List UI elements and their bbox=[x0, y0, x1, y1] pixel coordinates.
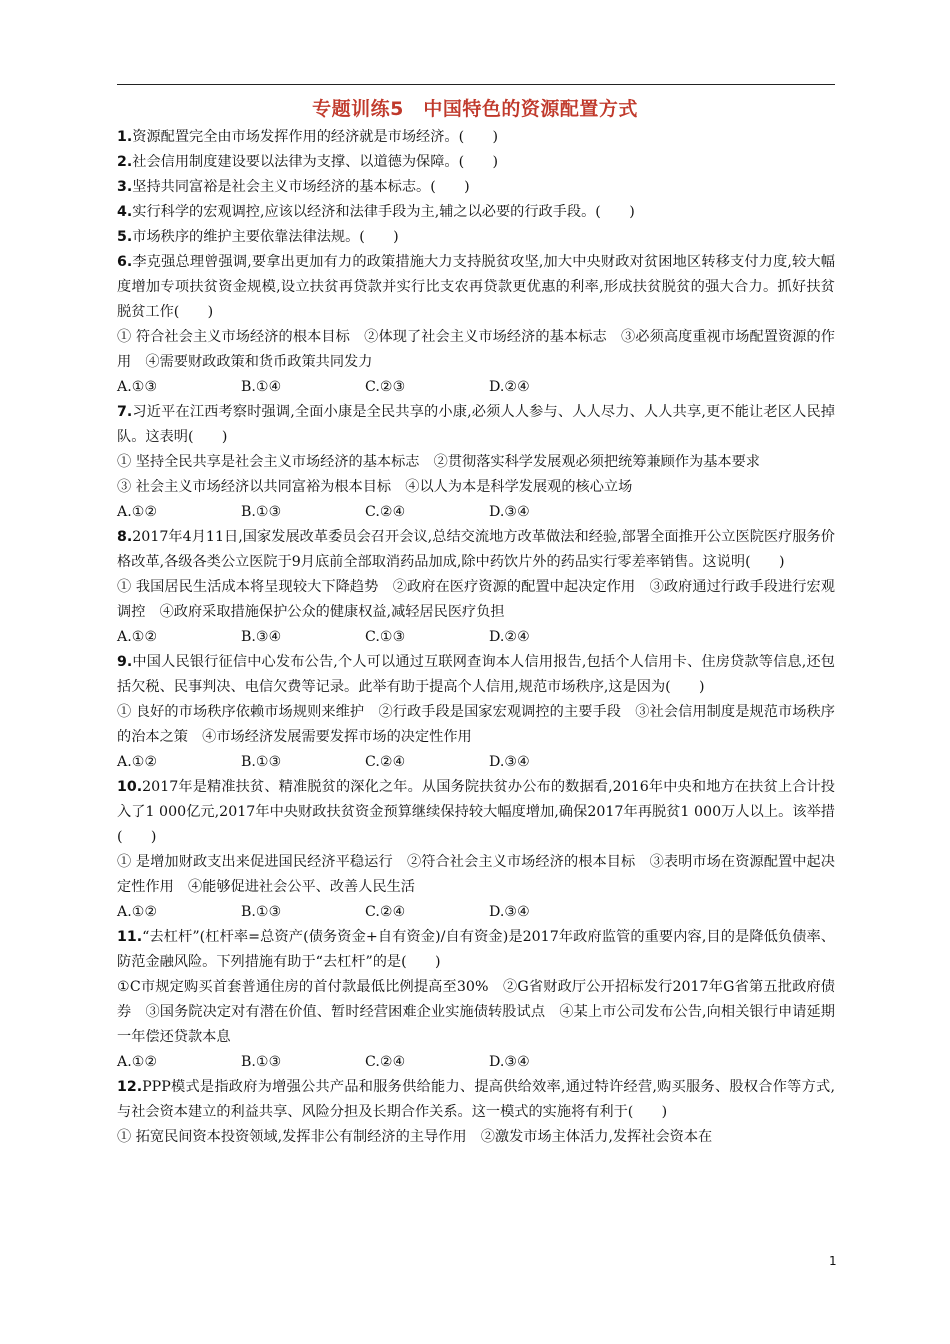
choice-d: D.③④ bbox=[489, 1054, 530, 1070]
choice-b: B.①③ bbox=[241, 754, 282, 770]
choice-d: D.③④ bbox=[489, 904, 530, 920]
choice-b: B.③④ bbox=[241, 629, 282, 645]
question-8: 8.2017年4月11日,国家发展改革委员会召开会议,总结交流地方改革做法和经验,部署全面推开公立医院医疗服务价格改革,各级各类公立医院于9月底前全部取消药品加成,除中药饮片外的药品实行零差率销售。这说明( ) bbox=[117, 529, 835, 570]
choice-b: B.①④ bbox=[241, 379, 282, 395]
document-body bbox=[117, 125, 835, 1150]
question-8-options: ① 我国居民生活成本将呈现较大下降趋势 ②政府在医疗资源的配置中起决定作用 ③政府通过行政手段进行宏观调控 ④政府采取措施保护公众的健康权益,减轻居民医疗负担 bbox=[117, 579, 835, 620]
choice-d: D.②④ bbox=[489, 629, 530, 645]
choice-c: C.②④ bbox=[365, 504, 406, 520]
question-2: 2.社会信用制度建设要以法律为支撑、以道德为保障。( ) bbox=[117, 154, 499, 170]
question-4: 4.实行科学的宏观调控,应该以经济和法律手段为主,辅之以必要的行政手段。( ) bbox=[117, 204, 635, 220]
choice-d: D.②④ bbox=[489, 379, 530, 395]
page-number: 1 bbox=[829, 1254, 837, 1268]
question-10-options: ① 是增加财政支出来促进国民经济平稳运行 ②符合社会主义市场经济的根本目标 ③表明市场在资源配置中起决定性作用 ④能够促进社会公平、改善人民生活 bbox=[117, 854, 835, 895]
choice-c: C.②④ bbox=[365, 754, 406, 770]
choice-a: A.①② bbox=[117, 754, 158, 770]
question-7: 7.习近平在江西考察时强调,全面小康是全民共享的小康,必须人人参与、人人尽力、人人共享,更不能让老区人民掉队。这表明( ) bbox=[117, 404, 835, 445]
question-9-options: ① 良好的市场秩序依赖市场规则来维护 ②行政手段是国家宏观调控的主要手段 ③社会信用制度是规范市场秩序的治本之策 ④市场经济发展需要发挥市场的决定性作用 bbox=[117, 704, 835, 745]
choice-b: B.①③ bbox=[241, 504, 282, 520]
choice-c: C.①③ bbox=[365, 629, 406, 645]
choice-b: B.①③ bbox=[241, 1054, 282, 1070]
question-7-choices bbox=[117, 500, 835, 525]
question-6-options: ① 符合社会主义市场经济的根本目标 ②体现了社会主义市场经济的基本标志 ③必须高度重视市场配置资源的作用 ④需要财政政策和货币政策共同发力 bbox=[117, 329, 835, 370]
choice-c: C.②④ bbox=[365, 1054, 406, 1070]
choice-c: C.②③ bbox=[365, 379, 406, 395]
question-12: 12.PPP模式是指政府为增强公共产品和服务供给能力、提高供给效率,通过特许经营,购买服务、股权合作等方式,与社会资本建立的利益共享、风险分担及长期合作关系。这一模式的实施将有利于( ) bbox=[117, 1079, 835, 1120]
choice-a: A.①② bbox=[117, 1054, 158, 1070]
page-title: 专题训练5 中国特色的资源配置方式 bbox=[312, 98, 638, 120]
question-8-choices bbox=[117, 625, 835, 650]
question-6-choices bbox=[117, 375, 835, 400]
question-7-options-b: ③ 社会主义市场经济以共同富裕为根本目标 ④以人为本是科学发展观的核心立场 bbox=[117, 479, 633, 495]
choice-a: A.①② bbox=[117, 504, 158, 520]
question-1: 1.资源配置完全由市场发挥作用的经济就是市场经济。( ) bbox=[117, 129, 499, 145]
choice-d: D.③④ bbox=[489, 504, 530, 520]
question-5: 5.市场秩序的维护主要依靠法律法规。( ) bbox=[117, 229, 399, 245]
choice-a: A.①③ bbox=[117, 379, 158, 395]
question-11: 11.“去杠杆”(杠杆率=总资产(债务资金+自有资金)/自有资金)是2017年政府监管的重要内容,目的是降低负债率、防范金融风险。下列措施有助于“去杠杆”的是( ) bbox=[117, 929, 835, 970]
header-rule bbox=[117, 84, 835, 85]
question-9: 9.中国人民银行征信中心发布公告,个人可以通过互联网查询本人信用报告,包括个人信用卡、住房贷款等信息,还包括欠税、民事判决、电信欠费等记录。此举有助于提高个人信用,规范市场秩序,这是因为( ) bbox=[117, 654, 835, 695]
question-11-choices bbox=[117, 1050, 835, 1075]
question-10-choices bbox=[117, 900, 835, 925]
choice-d: D.③④ bbox=[489, 754, 530, 770]
question-11-options: ①C市规定购买首套普通住房的首付款最低比例提高至30% ②G省财政厅公开招标发行2017年G省第五批政府债券 ③国务院决定对有潜在价值、暂时经营困难企业实施债转股试点 ④某上市公司发布公告,向相关银行申请延期一年偿还贷款本息 bbox=[117, 979, 835, 1045]
question-12-options: ① 拓宽民间资本投资领域,发挥非公有制经济的主导作用 ②激发市场主体活力,发挥社会资本在 bbox=[117, 1129, 713, 1145]
choice-a: A.①② bbox=[117, 904, 158, 920]
choice-a: A.①② bbox=[117, 629, 158, 645]
question-9-choices bbox=[117, 750, 835, 775]
question-3: 3.坚持共同富裕是社会主义市场经济的基本标志。( ) bbox=[117, 179, 470, 195]
choice-c: C.②④ bbox=[365, 904, 406, 920]
question-7-options-a: ① 坚持全民共享是社会主义市场经济的基本标志 ②贯彻落实科学发展观必须把统筹兼顾作为基本要求 bbox=[117, 454, 760, 470]
question-6: 6.李克强总理曾强调,要拿出更加有力的政策措施大力支持脱贫攻坚,加大中央财政对贫困地区转移支付力度,较大幅度增加专项扶贫资金规模,设立扶贫再贷款并实行比支农再贷款更优惠的利率,形成扶贫脱贫的强大合力。抓好扶贫脱贫工作( ) bbox=[117, 254, 835, 320]
choice-b: B.①③ bbox=[241, 904, 282, 920]
question-10: 10.2017年是精准扶贫、精准脱贫的深化之年。从国务院扶贫办公布的数据看,2016年中央和地方在扶贫上合计投入了1 000亿元,2017年中央财政扶贫资金预算继续保持较大幅度增加,确保2017年再脱贫1 000万人以上。该举措( ) bbox=[117, 779, 835, 845]
